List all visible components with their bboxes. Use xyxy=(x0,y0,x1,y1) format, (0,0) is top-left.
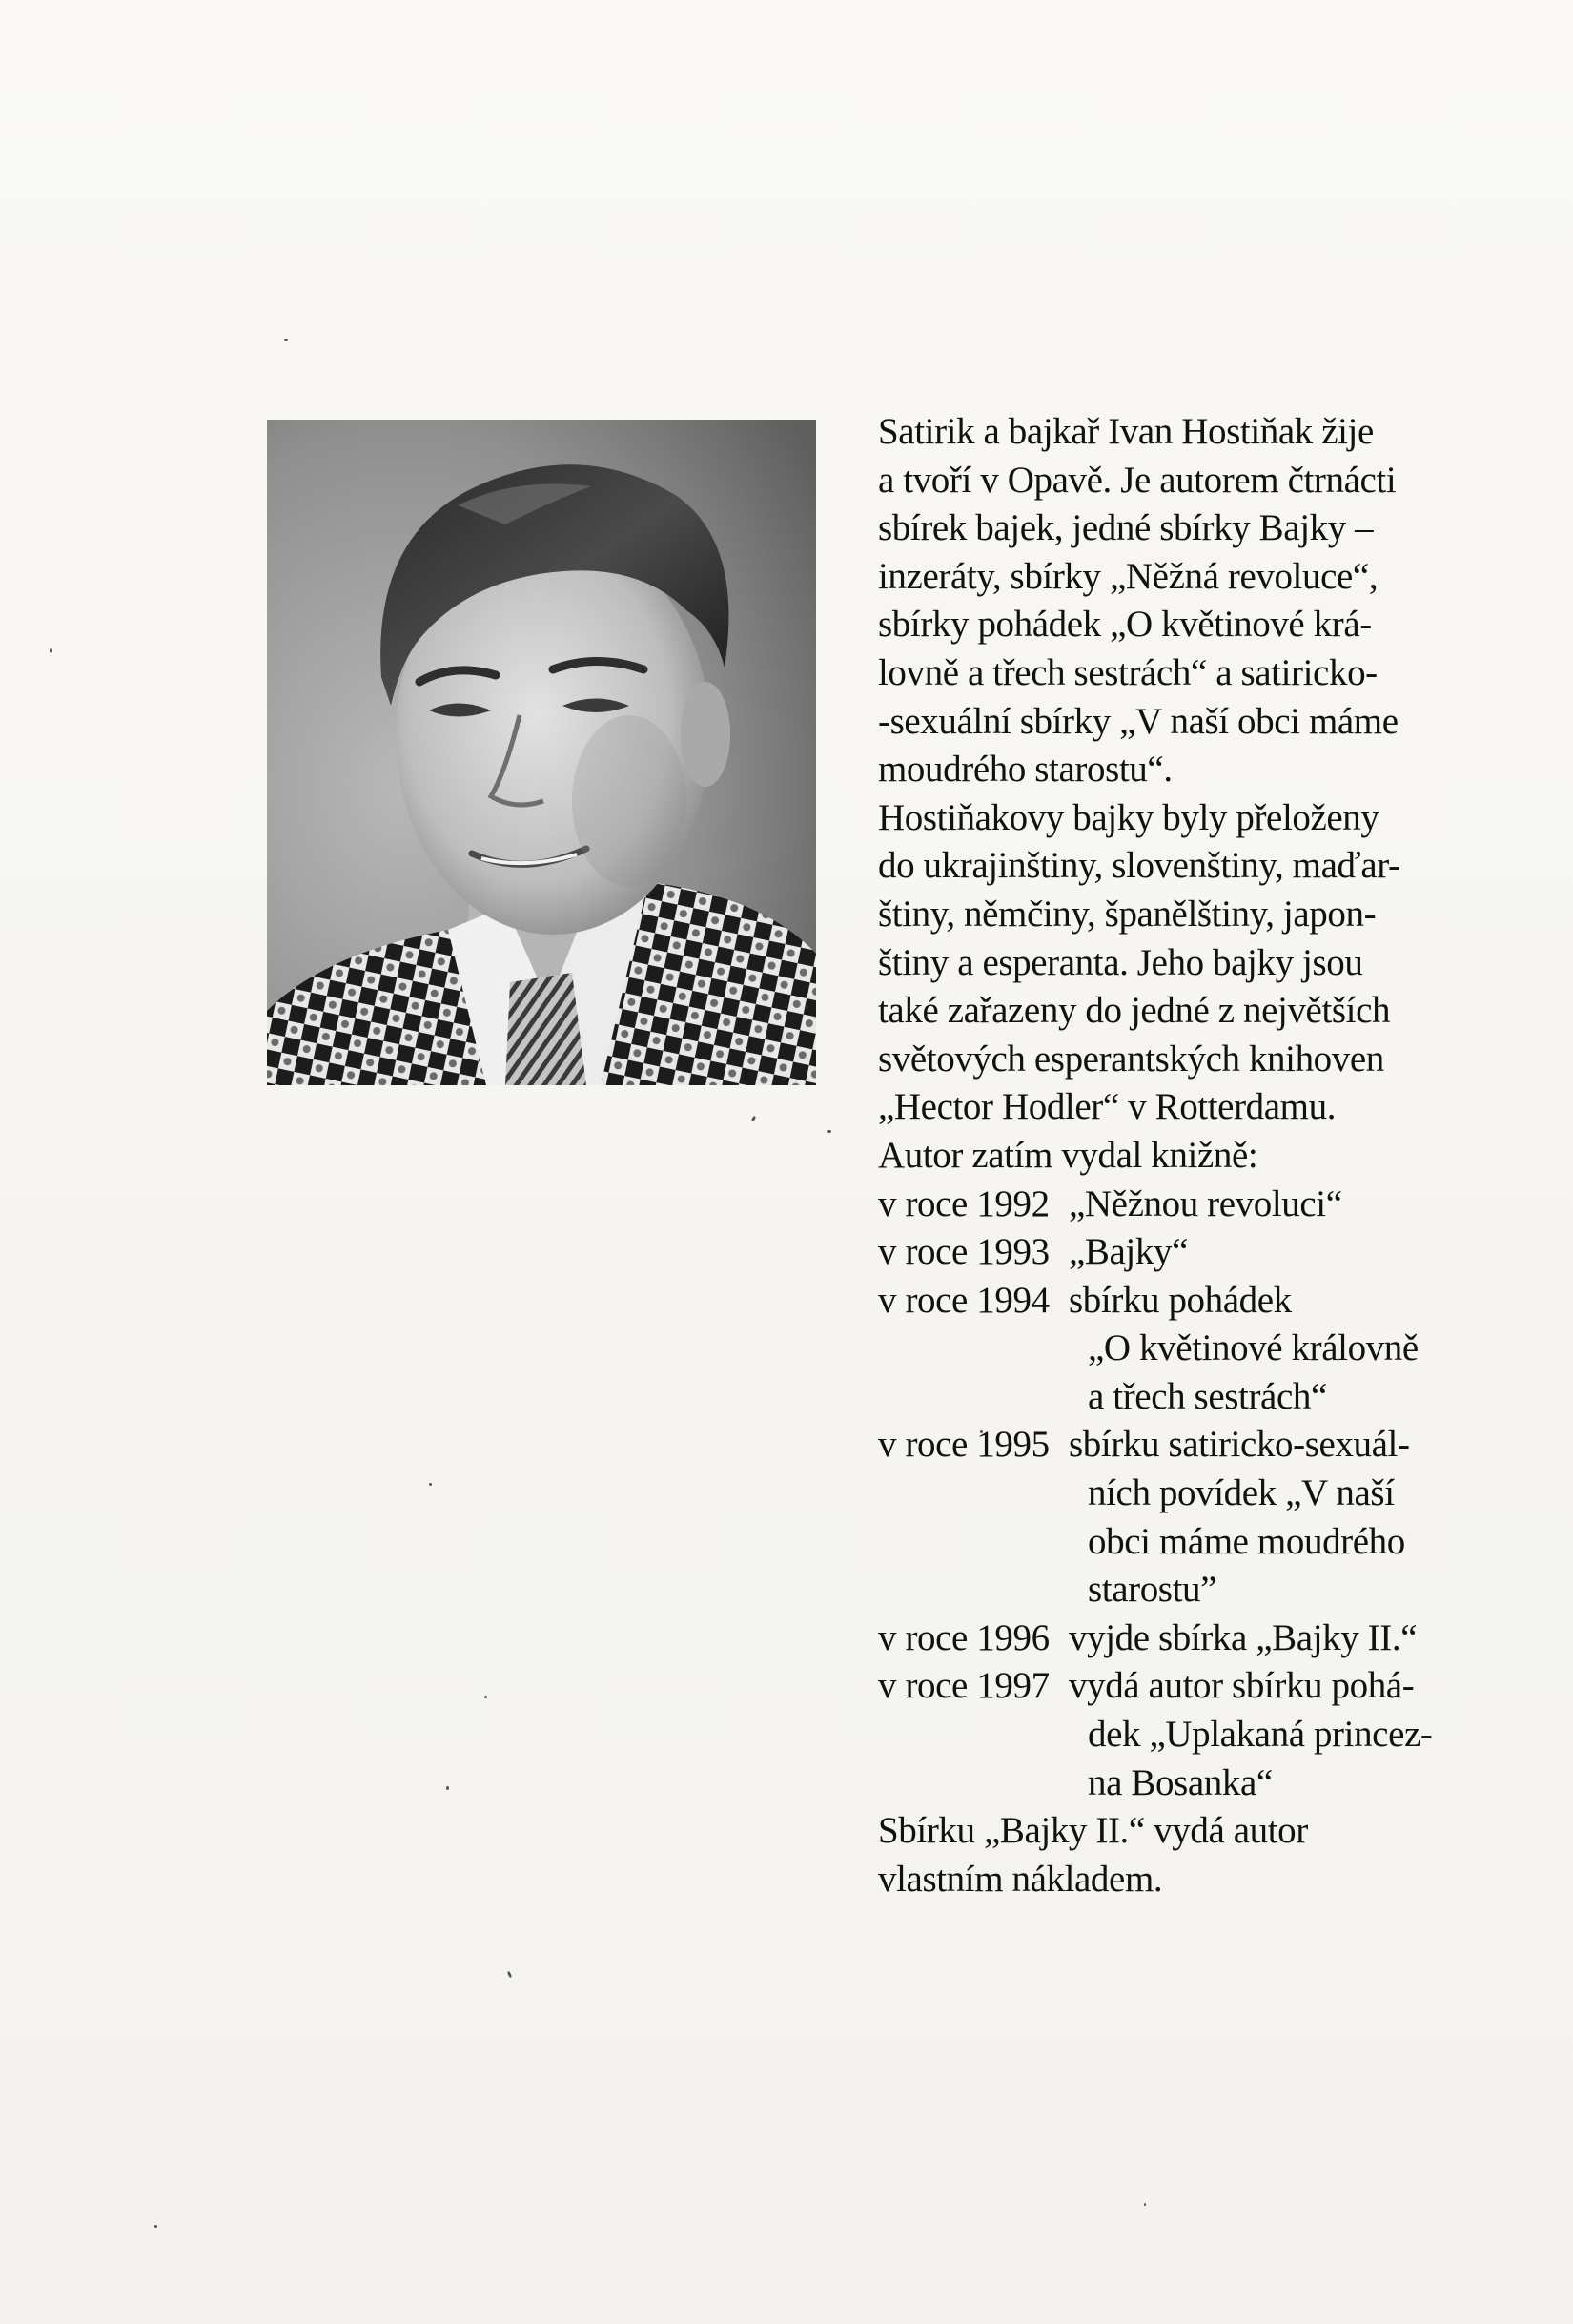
bio-line: a tvoří v Opavě. Je autorem čtrnácti xyxy=(878,459,1397,501)
closing-line: vlastním nákladem. xyxy=(878,1858,1163,1900)
publication-year: v roce 1994 xyxy=(878,1279,1050,1321)
publication-title: sbírku satiricko-sexuál- xyxy=(1069,1424,1410,1466)
publication-entry xyxy=(878,1421,1488,1470)
publication-entry xyxy=(878,1662,1488,1711)
bio-line: -sexuální sbírky „V naší obci máme xyxy=(878,700,1399,742)
bio-line: světových esperantských knihoven xyxy=(878,1038,1384,1080)
publication-title-cont: starostu” xyxy=(1088,1569,1217,1611)
author-portrait xyxy=(267,420,816,1085)
bio-line: „Hector Hodler“ v Rotterdamu. xyxy=(878,1086,1337,1128)
publication-title: „Něžnou revoluci“ xyxy=(1069,1183,1342,1224)
publication-title-cont: obci máme moudrého xyxy=(1088,1520,1405,1562)
publication-title-cont: ních povídek „V naší xyxy=(1088,1472,1395,1514)
scan-speck xyxy=(1144,2203,1146,2206)
bio-line: štiny a esperanta. Jeho bajky jsou xyxy=(878,941,1363,983)
bio-line: Satirik a bajkař Ivan Hostiňak žije xyxy=(878,411,1374,452)
publication-title: sbírku pohádek xyxy=(1069,1279,1292,1321)
publication-title-cont: na Bosanka“ xyxy=(1088,1761,1273,1803)
bio-line: také zařazeny do jedné z největších xyxy=(878,990,1391,1032)
publication-title: vydá autor sbírku pohá- xyxy=(1069,1665,1415,1707)
bio-line: do ukrajinštiny, slovenštiny, maďar- xyxy=(878,845,1400,887)
publication-entry xyxy=(878,1277,1488,1326)
scan-speck xyxy=(50,648,52,653)
bio-line: lovně a třech sestrách“ a satiricko- xyxy=(878,651,1378,693)
publication-title-cont: dek „Uplakaná princez- xyxy=(1088,1714,1433,1756)
bio-line: štiny, němčiny, španělštiny, japon- xyxy=(878,893,1377,935)
portrait-photo-icon xyxy=(267,420,816,1085)
author-biography xyxy=(878,408,1488,1903)
publication-entry xyxy=(878,1614,1488,1663)
bio-line: inzeráty, sbírky „Něžná revoluce“, xyxy=(878,555,1379,597)
publications-heading: Autor zatím vydal knižně: xyxy=(878,1134,1258,1176)
publication-year: v roce 1992 xyxy=(878,1183,1050,1224)
scan-speck xyxy=(284,339,288,341)
bio-line: Hostiňakovy bajky byly přeloženy xyxy=(878,796,1379,838)
bio-line: sbírek bajek, jedné sbírky Bajky – xyxy=(878,507,1374,549)
scan-speck xyxy=(507,1971,513,1979)
scan-speck xyxy=(154,2225,157,2228)
publication-title: „Bajky“ xyxy=(1069,1231,1188,1273)
publication-year: v roce 1993 xyxy=(878,1231,1050,1273)
bio-line: sbírky pohádek „O květinové krá- xyxy=(878,604,1372,646)
publication-year: v roce 1996 xyxy=(878,1616,1050,1658)
scan-speck xyxy=(827,1130,831,1133)
closing-line: Sbírku „Bajky II.“ vydá autor xyxy=(878,1810,1308,1852)
scan-speck xyxy=(429,1483,432,1486)
publication-title: vyjde sbírka „Bajky II.“ xyxy=(1069,1616,1418,1658)
scan-speck xyxy=(484,1696,487,1698)
publication-title-cont: „O květinové královně xyxy=(1088,1327,1419,1369)
publication-entry xyxy=(878,1181,1488,1229)
publication-year: v roce 1995 xyxy=(878,1424,1050,1466)
scan-speck xyxy=(446,1786,449,1790)
scan-speck xyxy=(751,1116,757,1122)
publication-title-cont: a třech sestrách“ xyxy=(1088,1375,1327,1417)
publication-year: v roce 1997 xyxy=(878,1665,1050,1707)
publication-entry xyxy=(878,1228,1488,1277)
bio-line: moudrého starostu“. xyxy=(878,749,1173,791)
